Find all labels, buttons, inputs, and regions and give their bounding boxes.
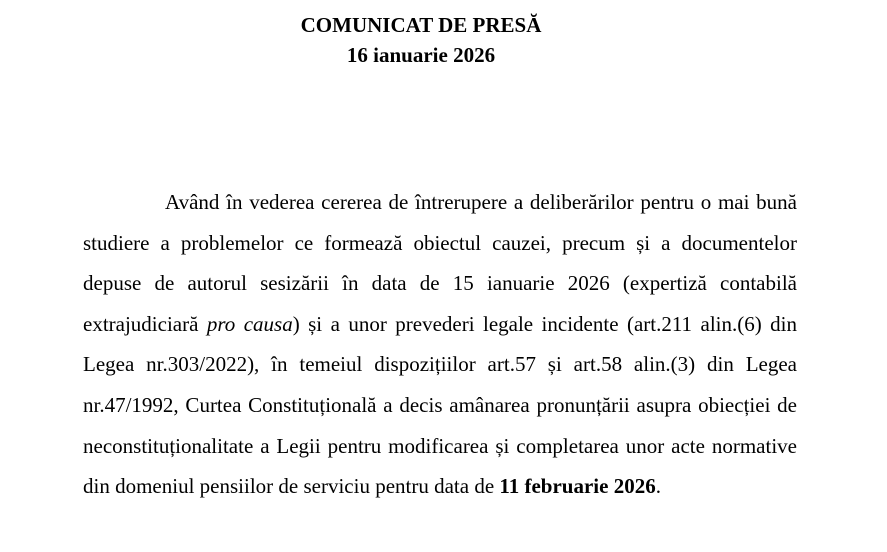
body-text-end: . xyxy=(655,474,661,499)
document-title: COMUNICAT DE PRESĂ xyxy=(300,13,542,37)
document-date: 16 ianuarie 2026 xyxy=(346,43,496,67)
pronouncement-date: 11 februarie 2026 xyxy=(499,474,656,499)
body-paragraph xyxy=(83,182,797,507)
body-text-italic: pro causa xyxy=(206,311,293,336)
body-text-part2: ) și a unor prevederi legale incidente (art.211 alin.(6) din Legea nr.303/2022), în temeiul dispozițiilor art.57 și art.58 alin.(3) din Legea nr.47/1992, Curtea Constituțională a decis amânarea pronunțării asupra obiecției de neconstituționalitate a Legii pentru modificarea și completarea unor acte normative din domeniul pensiilor de serviciu pentru data de xyxy=(83,311,797,499)
body-text-part1: Având în vederea cererea de întrerupere a deliberărilor pentru o mai bună studiere a problemelor ce formează obiectul cauzei, precum și a documentelor depuse de autorul sesizării în data de 15 ianuarie 2026 (expertiză contabilă extrajudiciară xyxy=(83,190,797,336)
